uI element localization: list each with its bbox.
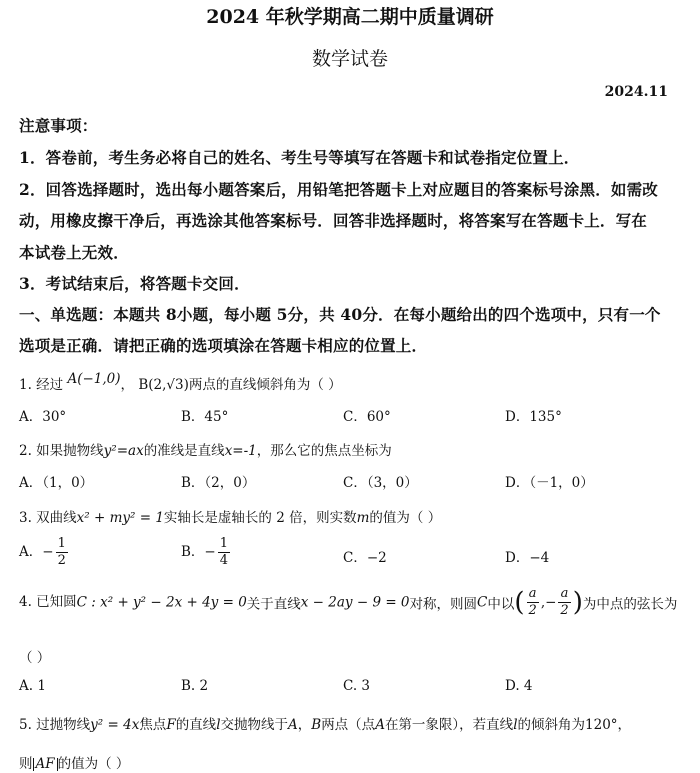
- q3-equation: x² + my² = 1: [76, 510, 164, 526]
- q1-option-c: C．60°: [343, 409, 391, 425]
- q3-mid: 实轴长是虚轴长的 2 倍，则实数: [163, 510, 357, 526]
- q4-mid2: 对称，则圆: [409, 596, 478, 613]
- q3-prefix: 3. 双曲线: [19, 510, 77, 526]
- question-1: [19, 373, 342, 393]
- question-5-line-2: 则 AF 的值为（ ）: [19, 756, 130, 772]
- q3-option-a: A．− $\frac{1}{2}$: [19, 536, 66, 568]
- q4-answer-paren: （ ）: [19, 650, 51, 666]
- q3-option-b-fraction: $\frac{1}{4}$: [219, 536, 229, 568]
- section-1-line-1: 一、单选题：本题共 8小题，每小题 5分，共 40分．在每小题给出的四个选项中，只有一个: [19, 305, 661, 324]
- q4-option-d: D. 4: [505, 678, 533, 694]
- q4-circle-equation: C : x² + y² − 2x + 4y = 0: [76, 594, 247, 611]
- q2-option-b: B．（2，0）: [181, 475, 256, 491]
- q2-prefix: 2. 如果抛物线: [19, 443, 104, 459]
- q3-option-a-fraction: $\frac{1}{2}$: [57, 536, 66, 568]
- notice-heading: 注意事项：: [19, 116, 98, 135]
- q4-option-c: C. 3: [343, 678, 371, 694]
- exam-subject: 数学试卷: [311, 48, 388, 70]
- q1-comma: ，: [120, 377, 135, 393]
- q1-point-b: B(2,√3): [138, 377, 189, 393]
- q2-option-a: A．（1，0）: [19, 475, 94, 491]
- section-1-line-2: 选项是正确．请把正确的选项填涂在答题卡相应的位置上．: [19, 336, 428, 355]
- q3-option-c: C．−2: [343, 550, 387, 566]
- question-4: 4. 已知圆C : x² + y² − 2x + 4y = 0关于直线x − 2ay − 9 = 0对称，则圆C中以( $\frac{a}{2}$ ,− $\frac{a}{2}$ )为中点的弦长为: [19, 586, 678, 618]
- q4-mid: 关于直线: [246, 596, 301, 613]
- q3-option-b: B．− $\frac{1}{4}$: [181, 536, 229, 568]
- notice-item-2-line-1: 2．回答选择题时，选出每小题答案后，用铅笔把答题卡上对应题目的答案标号涂黑．如需改: [19, 180, 658, 199]
- notice-item-2-line-3: 本试卷上无效．: [19, 243, 129, 262]
- q2-suffix: ，那么它的焦点坐标为: [256, 443, 392, 459]
- q3-variable: m: [356, 510, 370, 526]
- q5-equation: y² = 4x: [90, 717, 140, 733]
- q2-option-c: C．（3，0）: [343, 475, 418, 491]
- q1-suffix: 两点的直线倾斜角为（ ）: [188, 377, 342, 393]
- q4-mid3: 中以: [487, 596, 515, 613]
- notice-item-1: 1．答卷前，考生务必将自己的姓名、考生号等填写在答题卡和试卷指定位置上．: [19, 148, 580, 167]
- q4-line-equation: x − 2ay − 9 = 0: [300, 594, 410, 611]
- exam-date: 2024.11: [604, 84, 668, 100]
- q3-suffix: 的值为（ ）: [369, 510, 442, 526]
- exam-title: 2024 年秋学期高二期中质量调研: [206, 6, 494, 28]
- q4-option-a: A. 1: [19, 678, 46, 694]
- q4-fraction-1: $\frac{a}{2}$: [528, 586, 537, 618]
- q4-prefix: 4. 已知圆: [19, 594, 77, 610]
- q5-abs-af: AF: [33, 758, 58, 771]
- notice-item-3: 3．考试结束后，将答题卡交回．: [19, 274, 250, 293]
- question-2: [19, 439, 392, 459]
- q1-point-a: A(−1,0): [67, 371, 121, 387]
- q2-mid: 的准线是直线: [143, 443, 225, 459]
- q1-option-d: D．135°: [505, 409, 562, 425]
- q3-option-d: D．−4: [505, 550, 550, 566]
- q4-fraction-2: $\frac{a}{2}$: [560, 586, 569, 618]
- notice-item-2-line-2: 动，用橡皮擦干净后，再选涂其他答案标号．回答非选择题时，将答案写在答题卡上．写在: [19, 211, 648, 230]
- q1-prefix: 1. 经过: [19, 377, 64, 393]
- q4-suffix: 为中点的弦长为: [582, 596, 678, 613]
- question-5: 5. 过抛物线y² = 4x焦点F的直线l交抛物线于A，B两点（点A在第一象限），若直线l的倾斜角为120°，: [19, 717, 632, 733]
- q2-directrix: x=-1: [224, 443, 257, 459]
- q4-circle-name: C: [477, 594, 488, 611]
- q1-option-b: B．45°: [181, 409, 229, 425]
- q2-equation: y²=ax: [103, 443, 144, 459]
- question-3: [19, 506, 441, 526]
- q1-option-a: A．30°: [19, 409, 67, 425]
- q2-option-d: D．（－1，0）: [505, 475, 594, 491]
- q4-option-b: B. 2: [181, 678, 209, 694]
